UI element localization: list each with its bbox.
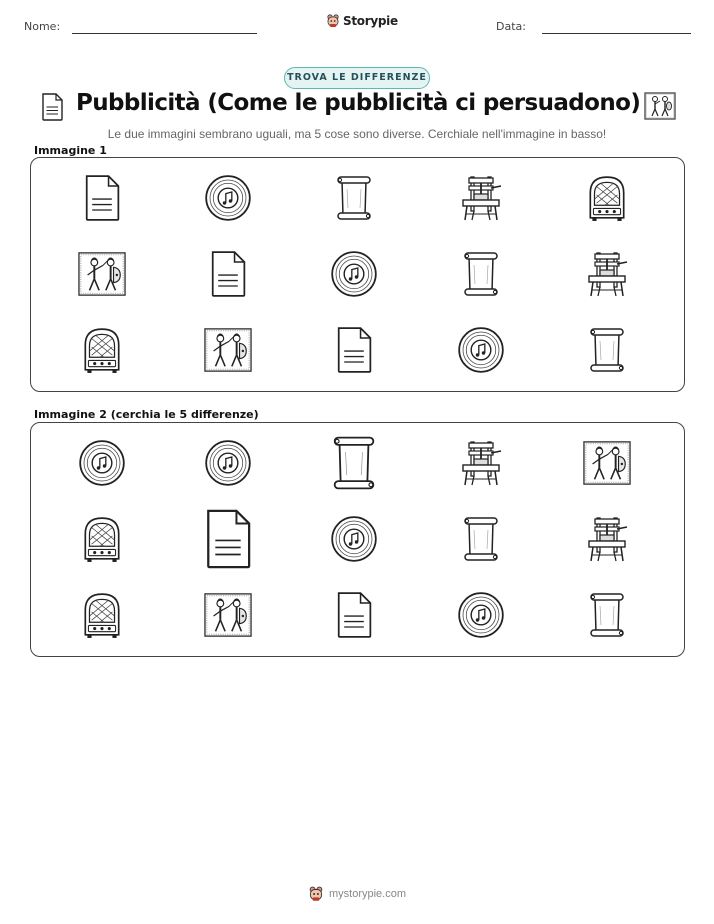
document-icon — [78, 174, 126, 222]
footer — [308, 885, 406, 903]
vinyl-record-icon[interactable] — [78, 439, 126, 487]
scroll-icon[interactable] — [583, 591, 631, 639]
date-label: Data: — [496, 20, 526, 33]
page-title: Pubblicità (Come le pubblicità ci persuadono) — [76, 90, 641, 116]
name-label: Nome: — [24, 20, 61, 33]
name-field-line[interactable] — [72, 33, 257, 34]
vintage-radio-icon[interactable] — [78, 515, 126, 563]
scroll-icon[interactable] — [325, 434, 383, 492]
activity-badge: TROVA LE DIFFERENZE — [284, 67, 430, 89]
scroll-icon[interactable] — [457, 515, 505, 563]
image1-panel — [30, 157, 685, 392]
gladiators-icon[interactable] — [583, 439, 631, 487]
vinyl-record-icon[interactable] — [330, 515, 378, 563]
vintage-radio-icon — [583, 174, 631, 222]
vintage-radio-icon[interactable] — [78, 591, 126, 639]
scroll-icon — [330, 174, 378, 222]
printing-press-icon[interactable] — [583, 515, 631, 563]
brand-name: Storypie — [343, 14, 398, 28]
gladiators-icon[interactable] — [204, 591, 252, 639]
gladiators-icon — [204, 326, 252, 374]
image1-label: Immagine 1 — [34, 144, 107, 157]
scroll-icon — [457, 250, 505, 298]
printing-press-icon[interactable] — [457, 439, 505, 487]
vintage-radio-icon — [78, 326, 126, 374]
vinyl-record-icon[interactable] — [457, 591, 505, 639]
brand-logo — [326, 13, 398, 29]
mascot-icon — [326, 13, 340, 29]
gladiators-icon — [78, 250, 126, 298]
printing-press-icon — [583, 250, 631, 298]
vinyl-record-icon — [204, 174, 252, 222]
image2-label: Immagine 2 (cerchia le 5 differenze) — [34, 408, 259, 421]
gladiators-icon — [644, 92, 676, 120]
document-icon[interactable] — [197, 508, 259, 570]
document-icon — [40, 93, 64, 121]
document-icon[interactable] — [330, 591, 378, 639]
vinyl-record-icon — [457, 326, 505, 374]
mascot-icon — [308, 885, 324, 903]
scroll-icon — [583, 326, 631, 374]
date-field-line[interactable] — [542, 33, 691, 34]
vinyl-record-icon — [330, 250, 378, 298]
document-icon — [204, 250, 252, 298]
printing-press-icon — [457, 174, 505, 222]
footer-url: mystorypie.com — [329, 888, 407, 900]
vinyl-record-icon[interactable] — [204, 439, 252, 487]
instructions-text: Le due immagini sembrano uguali, ma 5 cose sono diverse. Cerchiale nell'immagine in basso! — [107, 127, 607, 141]
document-icon — [330, 326, 378, 374]
image2-panel[interactable] — [30, 422, 685, 657]
